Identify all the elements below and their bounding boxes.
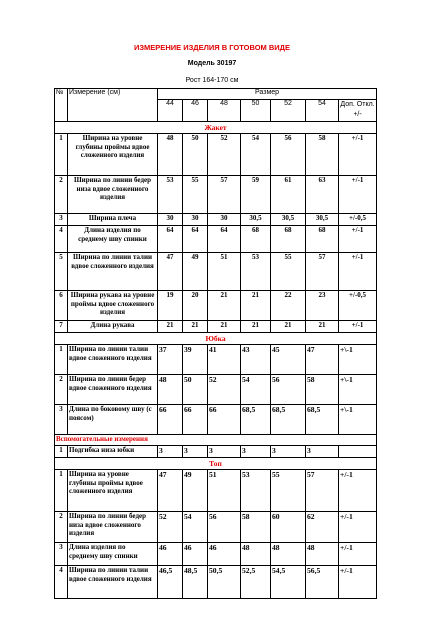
- size-value: 47: [158, 253, 183, 291]
- size-value: 19: [158, 291, 183, 321]
- size-value: 51: [208, 470, 241, 512]
- size-value: 53: [241, 470, 271, 512]
- size-value: 68,5: [271, 405, 306, 435]
- size-value: 50: [183, 134, 208, 176]
- table-row: [55, 405, 377, 435]
- size-value: 56: [271, 375, 306, 405]
- size-value: 66: [158, 405, 183, 435]
- table-row: [55, 446, 377, 458]
- size-value: 51: [208, 253, 241, 291]
- size-value: 21: [183, 321, 208, 333]
- size-header-50: 50: [241, 100, 271, 122]
- row-number: 1: [55, 134, 68, 176]
- row-number: 1: [55, 470, 68, 512]
- size-value: 52: [208, 375, 241, 405]
- table-row: [55, 214, 377, 226]
- section-header: Жакет: [55, 122, 377, 134]
- table-row: [55, 226, 377, 253]
- size-value: 48: [241, 543, 271, 566]
- row-number: 2: [55, 375, 68, 405]
- measurement-name: Длина изделия по среднему шву спинки: [68, 226, 158, 253]
- size-value: 52,5: [241, 566, 271, 599]
- row-number: 3: [55, 214, 68, 226]
- tolerance-value: +/-1: [339, 253, 377, 291]
- size-value: 45: [271, 345, 306, 375]
- size-value: 57: [208, 176, 241, 214]
- row-number: 7: [55, 321, 68, 333]
- size-value: 21: [271, 321, 306, 333]
- size-value: 68: [306, 226, 339, 253]
- size-value: 43: [241, 345, 271, 375]
- row-number: 3: [55, 405, 68, 435]
- table-row: [55, 543, 377, 566]
- size-value: 46,5: [158, 566, 183, 599]
- size-value: 48: [271, 543, 306, 566]
- row-number: 3: [55, 543, 68, 566]
- tolerance-value: +/-1: [339, 512, 377, 543]
- size-value: 66: [208, 405, 241, 435]
- tolerance-value: +/-1: [339, 566, 377, 599]
- size-value: 21: [208, 321, 241, 333]
- section-header: Вспомогательные измерения: [55, 435, 377, 446]
- size-value: 3: [183, 446, 208, 458]
- size-value: 41: [208, 345, 241, 375]
- tolerance-value: +/-0,5: [339, 291, 377, 321]
- size-value: 21: [158, 321, 183, 333]
- measurement-name: Ширина плеча: [68, 214, 158, 226]
- measurement-name: Длина по боковому шву (с поясом): [68, 405, 158, 435]
- measurement-name: Ширина на уровне глубины проймы вдвое сложенного изделия: [68, 470, 158, 512]
- size-value: 20: [183, 291, 208, 321]
- size-header-48: 48: [208, 100, 241, 122]
- tolerance-value: +/-1: [339, 176, 377, 214]
- tolerance-value: +/-1: [339, 134, 377, 176]
- size-value: 56: [271, 134, 306, 176]
- size-value: 30,5: [241, 214, 271, 226]
- size-value: 3: [306, 446, 339, 458]
- size-value: 68,5: [306, 405, 339, 435]
- tolerance-header: Доп. Откл. +/-: [339, 100, 377, 122]
- measurement-name: Ширина по линии бедер вдвое сложенного изделия: [68, 375, 158, 405]
- size-value: 66: [183, 405, 208, 435]
- size-value: 23: [306, 291, 339, 321]
- size-value: 53: [241, 253, 271, 291]
- size-value: 3: [241, 446, 271, 458]
- size-value: 52: [158, 512, 183, 543]
- row-number: 6: [55, 291, 68, 321]
- size-value: 47: [306, 345, 339, 375]
- size-header-52: 52: [271, 100, 306, 122]
- measurement-name: Ширина по линии талии вдвое сложенного изделия: [68, 345, 158, 375]
- size-value: 55: [183, 176, 208, 214]
- size-value: 60: [271, 512, 306, 543]
- tolerance-value: +/-1: [339, 543, 377, 566]
- size-value: 58: [241, 512, 271, 543]
- height-range: Рост 164-170 см: [185, 77, 239, 84]
- table-row: [55, 176, 377, 214]
- size-value: 48: [158, 375, 183, 405]
- table-row: [55, 134, 377, 176]
- tolerance-value: +\-1: [339, 375, 377, 405]
- size-value: 56,5: [306, 566, 339, 599]
- size-value: 57: [306, 470, 339, 512]
- measurement-name: Ширина на уровне глубины проймы вдвое сложенного изделия: [68, 134, 158, 176]
- tolerance-value: +/-1: [339, 321, 377, 333]
- size-value: 37: [158, 345, 183, 375]
- table-row: [55, 345, 377, 375]
- size-value: 30,5: [271, 214, 306, 226]
- row-number: 1: [55, 446, 68, 458]
- size-value: 53: [158, 176, 183, 214]
- size-value: 48,5: [183, 566, 208, 599]
- measurement-table: [54, 88, 377, 599]
- size-value: 56: [208, 512, 241, 543]
- size-value: 63: [306, 176, 339, 214]
- model-number: Модель 30197: [187, 60, 237, 67]
- size-value: 46: [208, 543, 241, 566]
- size-value: 30: [183, 214, 208, 226]
- size-value: 54: [241, 134, 271, 176]
- size-value: 21: [208, 291, 241, 321]
- size-value: 3: [271, 446, 306, 458]
- size-value: 64: [183, 226, 208, 253]
- measurement-name: Ширина по линии талии вдвое сложенного изделия: [68, 253, 158, 291]
- size-value: 54: [241, 375, 271, 405]
- size-header-54: 54: [306, 100, 339, 122]
- table-row: [55, 470, 377, 512]
- size-value: 22: [271, 291, 306, 321]
- measurement-name: Подгибка низа юбки: [68, 446, 158, 458]
- table-row: [55, 566, 377, 599]
- size-value: 64: [158, 226, 183, 253]
- size-value: 55: [271, 253, 306, 291]
- size-value: 39: [183, 345, 208, 375]
- tolerance-value: [339, 446, 377, 458]
- row-number: 2: [55, 176, 68, 214]
- size-value: 30: [158, 214, 183, 226]
- size-value: 59: [241, 176, 271, 214]
- table-row: [55, 512, 377, 543]
- size-value: 62: [306, 512, 339, 543]
- size-value: 68: [241, 226, 271, 253]
- row-number: 4: [55, 226, 68, 253]
- size-value: 50: [183, 375, 208, 405]
- table-row: [55, 253, 377, 291]
- measurement-name: Длина изделия по среднему шву спинки: [68, 543, 158, 566]
- section-header: Топ: [55, 458, 377, 470]
- col-measure-header: Измерение (см): [68, 89, 158, 122]
- size-value: 52: [208, 134, 241, 176]
- size-value: 49: [183, 253, 208, 291]
- size-value: 58: [306, 375, 339, 405]
- measurement-name: Ширина по линии бедер низа вдвое сложенного изделия: [68, 512, 158, 543]
- size-value: 46: [183, 543, 208, 566]
- size-value: 55: [271, 470, 306, 512]
- size-value: 68,5: [241, 405, 271, 435]
- measurement-name: Ширина по линии талии вдвое сложенного изделия: [68, 566, 158, 599]
- col-size-header: Размер: [158, 89, 377, 100]
- size-value: 54: [183, 512, 208, 543]
- size-header-46: 46: [183, 100, 208, 122]
- row-number: 5: [55, 253, 68, 291]
- col-number-header: №: [55, 89, 68, 122]
- table-row: [55, 291, 377, 321]
- size-value: 30: [208, 214, 241, 226]
- table-row: [55, 321, 377, 333]
- size-value: 50,5: [208, 566, 241, 599]
- tolerance-value: +\-1: [339, 345, 377, 375]
- size-value: 21: [306, 321, 339, 333]
- size-value: 64: [208, 226, 241, 253]
- size-value: 21: [241, 291, 271, 321]
- tolerance-value: +/-1: [339, 226, 377, 253]
- row-number: 4: [55, 566, 68, 599]
- size-value: 21: [241, 321, 271, 333]
- size-header-44: 44: [158, 100, 183, 122]
- size-value: 30,5: [306, 214, 339, 226]
- measurement-name: Ширина по линии бедер низа вдвое сложенного изделия: [68, 176, 158, 214]
- size-value: 68: [271, 226, 306, 253]
- row-number: 2: [55, 512, 68, 543]
- size-value: 3: [158, 446, 183, 458]
- size-value: 49: [183, 470, 208, 512]
- size-value: 48: [306, 543, 339, 566]
- section-header: Юбка: [55, 333, 377, 345]
- size-value: 61: [271, 176, 306, 214]
- measurement-name: Ширина рукава на уровне проймы вдвое сложенного изделия: [68, 291, 158, 321]
- size-value: 46: [158, 543, 183, 566]
- row-number: 1: [55, 345, 68, 375]
- size-value: 57: [306, 253, 339, 291]
- tolerance-value: +/-0,5: [339, 214, 377, 226]
- size-value: 48: [158, 134, 183, 176]
- size-value: 54,5: [271, 566, 306, 599]
- size-value: 3: [208, 446, 241, 458]
- tolerance-value: +\-1: [339, 405, 377, 435]
- size-value: 47: [158, 470, 183, 512]
- page-title: ИЗМЕРЕНИЕ ИЗДЕЛИЯ В ГОТОВОМ ВИДЕ: [133, 43, 291, 52]
- table-row: [55, 375, 377, 405]
- size-value: 58: [306, 134, 339, 176]
- measurement-name: Длина рукава: [68, 321, 158, 333]
- tolerance-value: +/-1: [339, 470, 377, 512]
